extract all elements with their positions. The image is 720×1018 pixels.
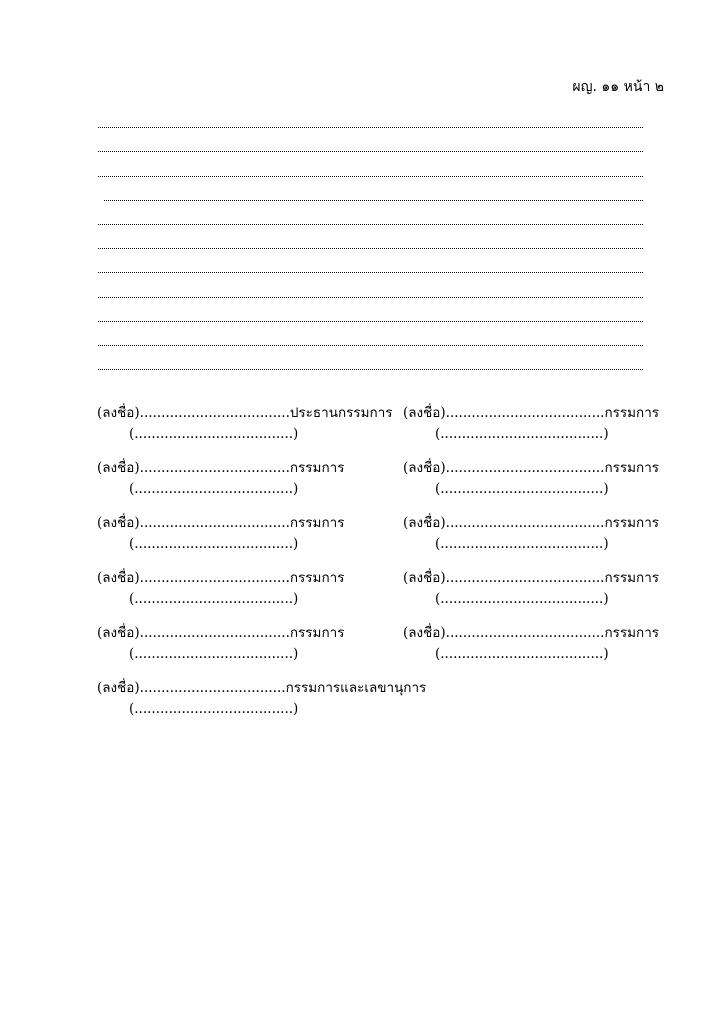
signature-line: (ลงชื่อ).....................................กรรมการ: [403, 405, 660, 421]
signature-line: (ลงชื่อ)..................................กรรมการและเลขานุการ: [97, 680, 427, 696]
signature-block-committee: [403, 623, 659, 678]
signature-line: (ลงชื่อ).....................................กรรมการ: [403, 460, 660, 476]
blank-line: [98, 128, 643, 152]
blank-line: [104, 177, 643, 201]
signature-block-secretary: [97, 678, 426, 733]
signature-name-line: (......................................): [435, 426, 609, 442]
signature-block-committee: [403, 403, 659, 458]
signature-line: (ลงชื่อ).....................................กรรมการ: [403, 515, 660, 531]
signature-line: (ลงชื่อ).....................................กรรมการ: [403, 570, 660, 586]
signature-name-line: (......................................): [435, 591, 609, 607]
signature-line: (ลงชื่อ)...................................กรรมการ: [97, 460, 345, 476]
signature-name-line: (.....................................): [129, 646, 299, 662]
signature-block-committee: [97, 568, 426, 623]
signature-column-right: [403, 403, 659, 678]
blank-line: [98, 201, 643, 225]
signature-line: (ลงชื่อ).....................................กรรมการ: [403, 625, 660, 641]
signature-block-committee: [403, 458, 659, 513]
signature-line: (ลงชื่อ)...................................กรรมการ: [97, 570, 345, 586]
blank-line: [98, 152, 643, 176]
signature-name-line: (.....................................): [129, 536, 299, 552]
signature-block-committee: [403, 568, 659, 623]
page-reference: ผญ. ๑๑ หน้า ๒: [572, 79, 664, 95]
blank-line: [98, 322, 643, 346]
signature-name-line: (.....................................): [129, 591, 299, 607]
blank-line: [98, 104, 643, 128]
signature-name-line: (.....................................): [129, 701, 299, 717]
blank-line: [98, 273, 643, 297]
signature-name-line: (.....................................): [129, 481, 299, 497]
signature-column-left: [97, 403, 426, 733]
signature-block-committee: [97, 623, 426, 678]
blank-line: [98, 298, 643, 322]
signature-block-committee: [403, 513, 659, 568]
blank-writing-lines: [98, 104, 643, 370]
signature-name-line: (......................................): [435, 536, 609, 552]
blank-line: [98, 346, 643, 370]
signature-block-committee: [97, 513, 426, 568]
signature-block-chairman: [97, 403, 426, 458]
signature-name-line: (.....................................): [129, 426, 299, 442]
signature-block-committee: [97, 458, 426, 513]
signature-name-line: (......................................): [435, 646, 609, 662]
signature-line: (ลงชื่อ)...................................กรรมการ: [97, 625, 345, 641]
signature-name-line: (......................................): [435, 481, 609, 497]
blank-line: [98, 249, 643, 273]
signature-line: (ลงชื่อ)...................................กรรมการ: [97, 515, 345, 531]
signature-line: (ลงชื่อ)...................................ประธานกรรมการ: [97, 405, 393, 421]
blank-line: [98, 225, 643, 249]
